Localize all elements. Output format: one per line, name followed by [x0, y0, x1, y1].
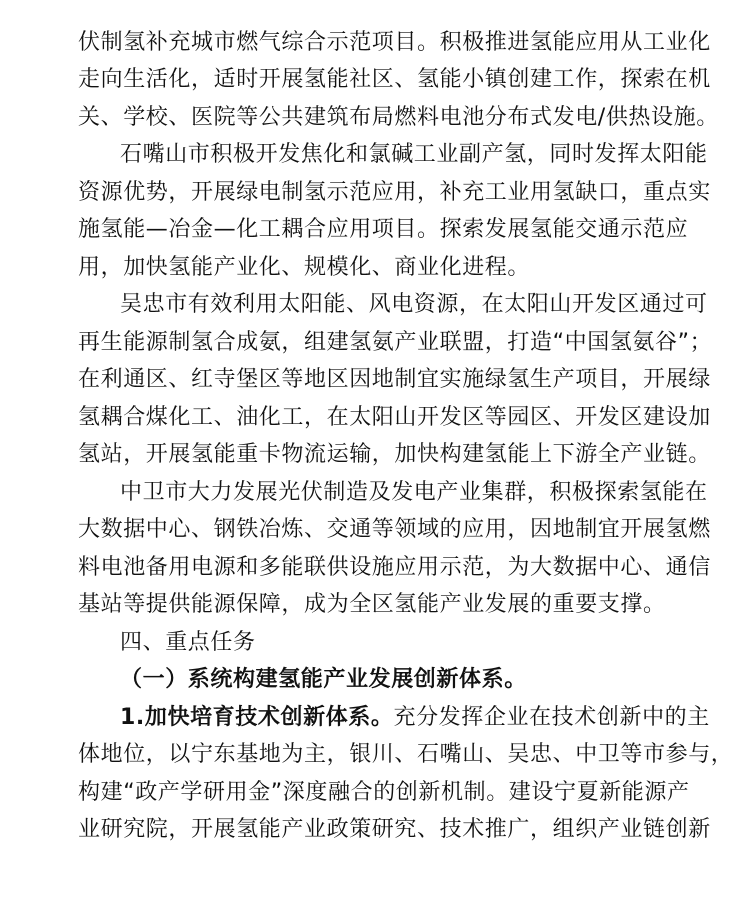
paragraph-line: 用，加快氢能产业化、规模化、商业化进程。 [78, 255, 531, 280]
paragraph-line: 构建“政产学研用金”深度融合的创新机制。建设宁夏新能源产 [78, 780, 690, 805]
paragraph-line: 氢站，开展氢能重卡物流运输，加快构建氢能上下游全产业链。 [78, 442, 711, 467]
paragraph-line: 中卫市大力发展光伏制造及发电产业集群，积极探索氢能在 [120, 480, 708, 505]
paragraph-line: 资源优势，开展绿电制氢示范应用，补充工业用氢缺口，重点实 [78, 180, 711, 205]
section-heading: 四、重点任务 [120, 630, 256, 655]
paragraph-line: 伏制氢补充城市燃气综合示范项目。积极推进氢能应用从工业化 [78, 30, 711, 55]
paragraph-line: 再生能源制氢合成氨，组建氢氨产业联盟，打造“中国氢氨谷”； [78, 330, 713, 355]
paragraph-line: 料电池备用电源和多能联供设施应用示范，为大数据中心、通信 [78, 555, 711, 580]
paragraph-line: 走向生活化，适时开展氢能社区、氢能小镇创建工作，探索在机 [78, 67, 711, 92]
paragraph-line [120, 699, 710, 737]
paragraph-line: 石嘴山市积极开发焦化和氯碱工业副产氢，同时发挥太阳能 [120, 142, 708, 167]
paragraph-line: 关、学校、医院等公共建筑布局燃料电池分布式发电/供热设施。 [78, 105, 719, 130]
item-text: 充分发挥企业在技术创新中的主 [393, 705, 710, 730]
item-heading: 1.加快培育技术创新体系。 [120, 705, 394, 730]
paragraph-line: 大数据中心、钢铁冶炼、交通等领域的应用，因地制宜开展氢燃 [78, 517, 711, 542]
paragraph-line: 施氢能—冶金—化工耦合应用项目。探索发展氢能交通示范应 [78, 217, 689, 242]
paragraph-line: 体地位，以宁东基地为主，银川、石嘴山、吴忠、中卫等市参与， [78, 742, 734, 767]
paragraph-line: 在利通区、红寺堡区等地区因地制宜实施绿氢生产项目，开展绿 [78, 367, 711, 392]
paragraph-line: 氢耦合煤化工、油化工，在太阳山开发区等园区、开发区建设加 [78, 405, 711, 430]
paragraph-line: 吴忠市有效利用太阳能、风电资源，在太阳山开发区通过可 [120, 292, 708, 317]
paragraph-line: 基站等提供能源保障，成为全区氢能产业发展的重要支撑。 [78, 592, 666, 617]
paragraph-line: 业研究院，开展氢能产业政策研究、技术推广，组织产业链创新 [78, 817, 711, 842]
subsection-heading: （一）系统构建氢能产业发展创新体系。 [120, 667, 527, 692]
